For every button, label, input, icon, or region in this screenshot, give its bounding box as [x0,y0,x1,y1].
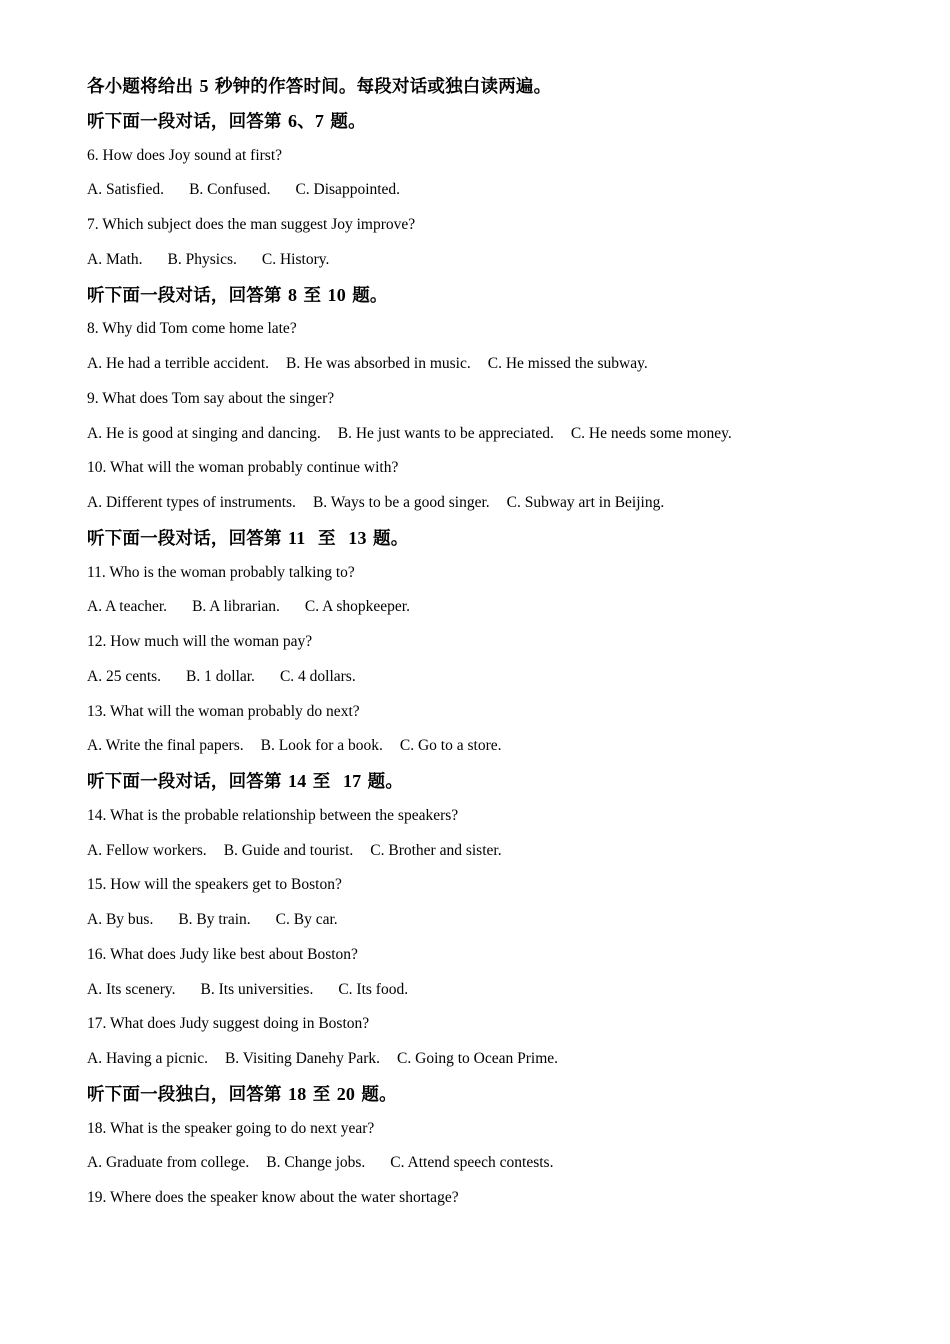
intro-instruction: 各小题将给出 5 秒钟的作答时间。每段对话或独白读两遍。 [87,76,552,97]
section-heading: 听下面一段对话，回答第 14 至 17 题。 [87,771,404,792]
option-c: C. Subway art in Beijing. [506,494,665,511]
answer-options [87,1149,907,1184]
answer-options [87,350,907,385]
option-c: C. By car. [275,911,338,928]
option-b: B. Visiting Danehy Park. [224,1050,381,1067]
option-b: B. Ways to be a good singer. [312,494,490,511]
option-b: B. Look for a book. [260,737,383,755]
option-c: C. Its food. [338,980,409,998]
answer-options [87,906,907,941]
section-heading: 听下面一段对话，回答第 11 至 13 题。 [87,527,409,549]
option-b: B. 1 dollar. [186,667,255,685]
option-a: A. A teacher. [87,598,168,616]
option-c: C. A shopkeeper. [304,598,410,616]
question-text: 16. What does Judy like best about Boston? [87,945,358,963]
question-text: 7. Which subject does the man suggest Joy improve? [87,216,416,233]
option-b: B. He was absorbed in music. [286,355,471,372]
option-b: B. Change jobs. [266,1154,366,1172]
option-a: A. Math. [87,250,143,268]
option-a: A. Write the final papers. [87,737,244,755]
answer-options [87,176,907,211]
answer-options [87,593,907,628]
option-c: C. History. [261,250,330,268]
question-text: 15. How will the speakers get to Boston? [87,876,342,894]
option-a: A. Graduate from college. [87,1154,250,1172]
question-text: 6. How does Joy sound at first? [87,146,283,164]
option-a: A. By bus. [87,911,154,928]
option-c: C. Disappointed. [295,181,401,199]
option-a: A. Satisfied. [87,181,165,199]
section-heading: 听下面一段对话，回答第 8 至 10 题。 [87,284,388,306]
section-heading: 听下面一段对话，回答第 6、7 题。 [87,110,366,132]
option-b: B. Guide and tourist. [223,841,354,859]
answer-options [87,663,907,698]
option-a: A. 25 cents. [87,667,162,685]
answer-options [87,246,907,281]
question-text: 9. What does Tom say about the singer? [87,389,335,407]
option-c: C. He missed the subway. [487,355,648,372]
option-b: B. Physics. [167,250,237,268]
question-text: 19. Where does the speaker know about the water shortage? [87,1189,459,1206]
answer-options [87,976,907,1011]
option-c: C. Brother and sister. [370,841,502,859]
document-page [87,72,907,1219]
answer-options [87,837,907,872]
option-b: B. Confused. [189,181,271,199]
option-b: B. He just wants to be appreciated. [337,424,554,442]
option-c: C. Going to Ocean Prime. [397,1050,559,1067]
question-text: 11. Who is the woman probably talking to? [87,563,355,581]
option-a: A. Fellow workers. [87,841,207,859]
option-c: C. He needs some money. [570,424,732,442]
answer-options [87,489,907,524]
answer-options [87,732,907,767]
question-text: 18. What is the speaker going to do next year? [87,1119,375,1137]
option-b: B. Its universities. [200,980,314,998]
section-heading: 听下面一段独白，回答第 18 至 20 题。 [87,1083,397,1105]
option-a: A. Its scenery. [87,980,176,998]
question-text: 10. What will the woman probably continue with? [87,459,399,477]
option-c: C. Go to a store. [399,737,502,755]
question-text: 17. What does Judy suggest doing in Boston? [87,1015,370,1033]
question-text: 8. Why did Tom come home late? [87,320,297,338]
option-b: B. A librarian. [192,598,280,616]
option-c: C. 4 dollars. [279,667,356,685]
question-text: 14. What is the probable relationship between the speakers? [87,806,459,824]
option-a: A. He is good at singing and dancing. [87,424,321,442]
option-c: C. Attend speech contests. [390,1154,554,1172]
option-a: A. Having a picnic. [87,1050,208,1067]
option-a: A. Different types of instruments. [87,494,296,511]
option-b: B. By train. [178,911,251,928]
answer-options [87,420,907,455]
option-a: A. He had a terrible accident. [87,355,270,372]
answer-options [87,1045,907,1080]
question-text: 13. What will the woman probably do next? [87,702,360,720]
question-text: 12. How much will the woman pay? [87,633,313,650]
